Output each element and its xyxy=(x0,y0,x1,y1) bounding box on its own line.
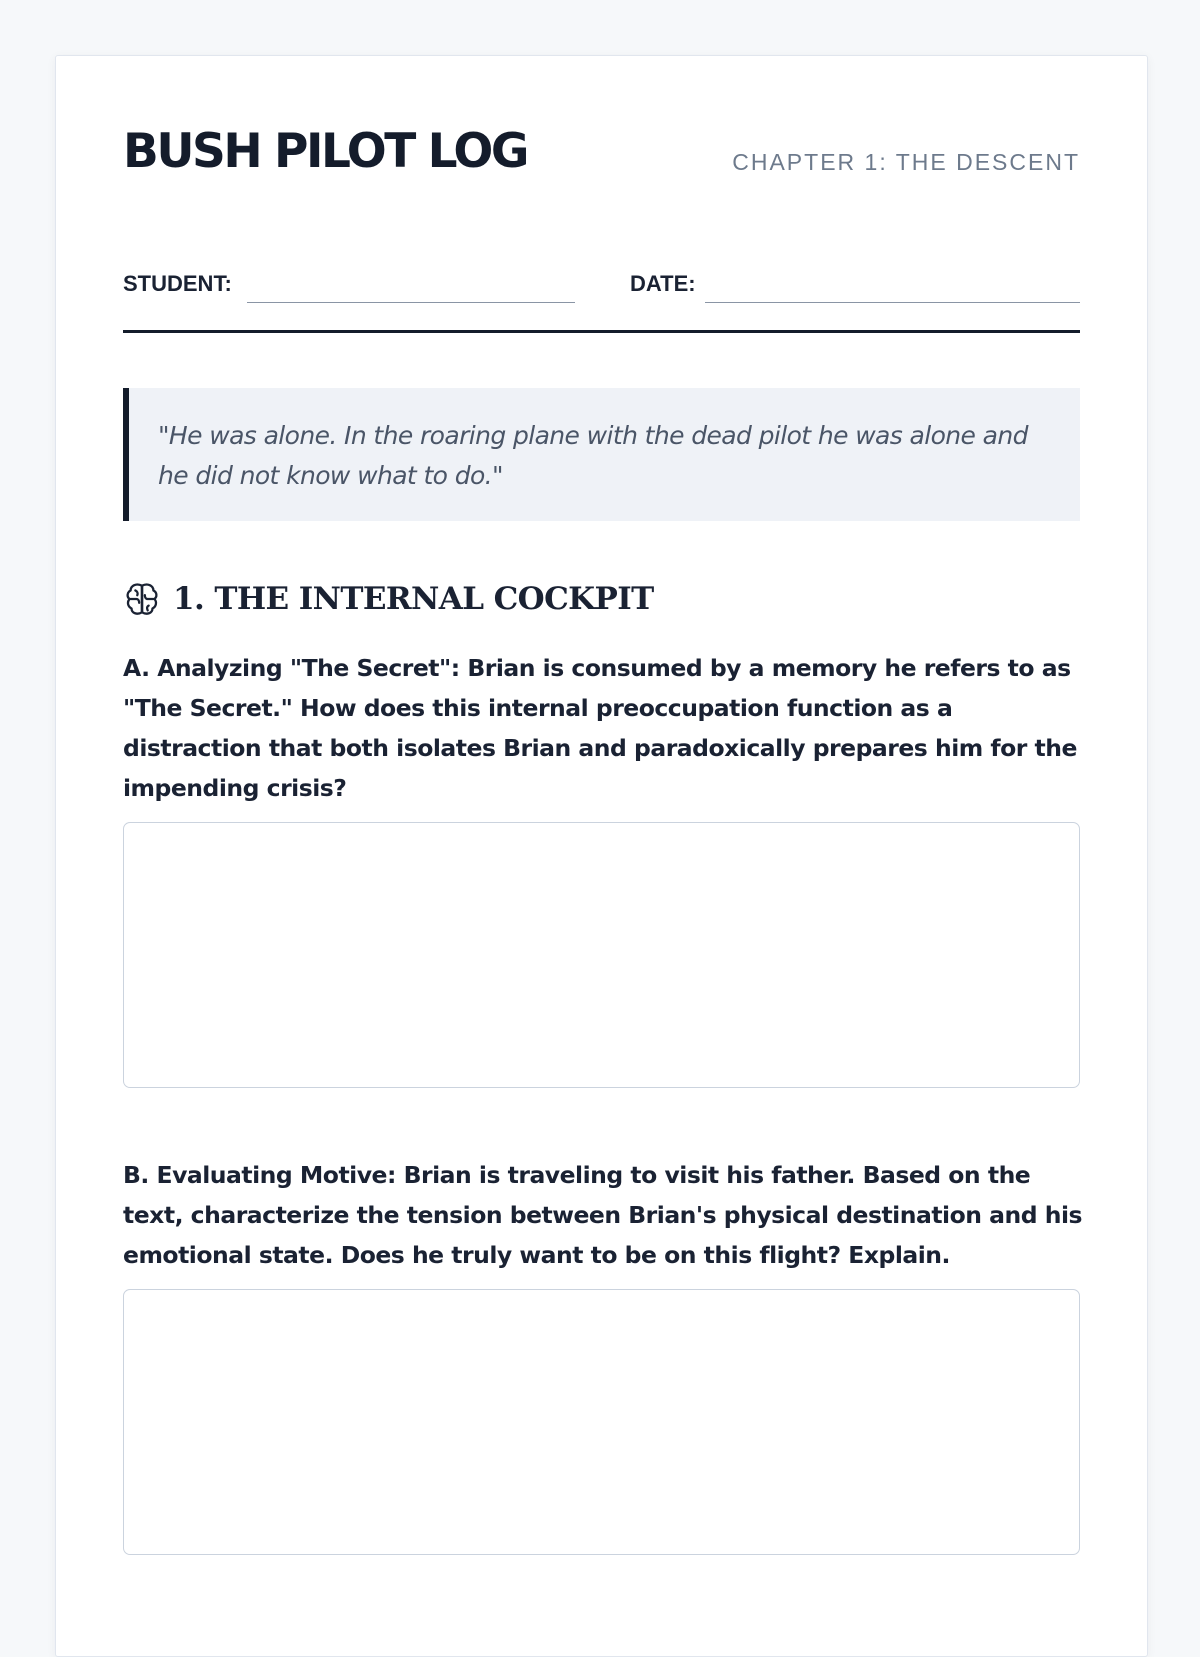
question-a: A. Analyzing "The Secret": Brian is consumed by a memory he refers to as "The Secret." How does this internal preoccupation function as a distraction that both isolates Brian and paradoxically prepares him for the impending crisis? xyxy=(123,654,1077,802)
question-b: B. Evaluating Motive: Brian is traveling to visit his father. Based on the text, characterize the tension between Brian's physical destination and his emotional state. Does he truly want to be on this flight? Explain. xyxy=(123,1161,1083,1269)
section-title: 1. THE INTERNAL COCKPIT xyxy=(173,581,654,617)
worksheet-page xyxy=(55,55,1148,1657)
header-divider xyxy=(123,330,1080,333)
date-label: DATE: xyxy=(630,271,696,296)
date-line[interactable] xyxy=(705,302,1080,303)
chapter-subtitle: CHAPTER 1: THE DESCENT xyxy=(732,149,1080,175)
answer-box-b[interactable] xyxy=(123,1289,1080,1555)
answer-box-a[interactable] xyxy=(123,822,1080,1088)
brain-icon xyxy=(123,580,161,618)
section-heading xyxy=(123,576,654,622)
student-label: STUDENT: xyxy=(123,271,232,296)
worksheet-title: BUSH PILOT LOG xyxy=(123,124,527,179)
student-name-line[interactable] xyxy=(247,302,575,303)
epigraph-quote xyxy=(123,388,1080,521)
quote-text: "He was alone. In the roaring plane with the dead pilot he was alone and he did not know what to do." xyxy=(158,421,1028,490)
worksheet-header xyxy=(123,122,1080,182)
